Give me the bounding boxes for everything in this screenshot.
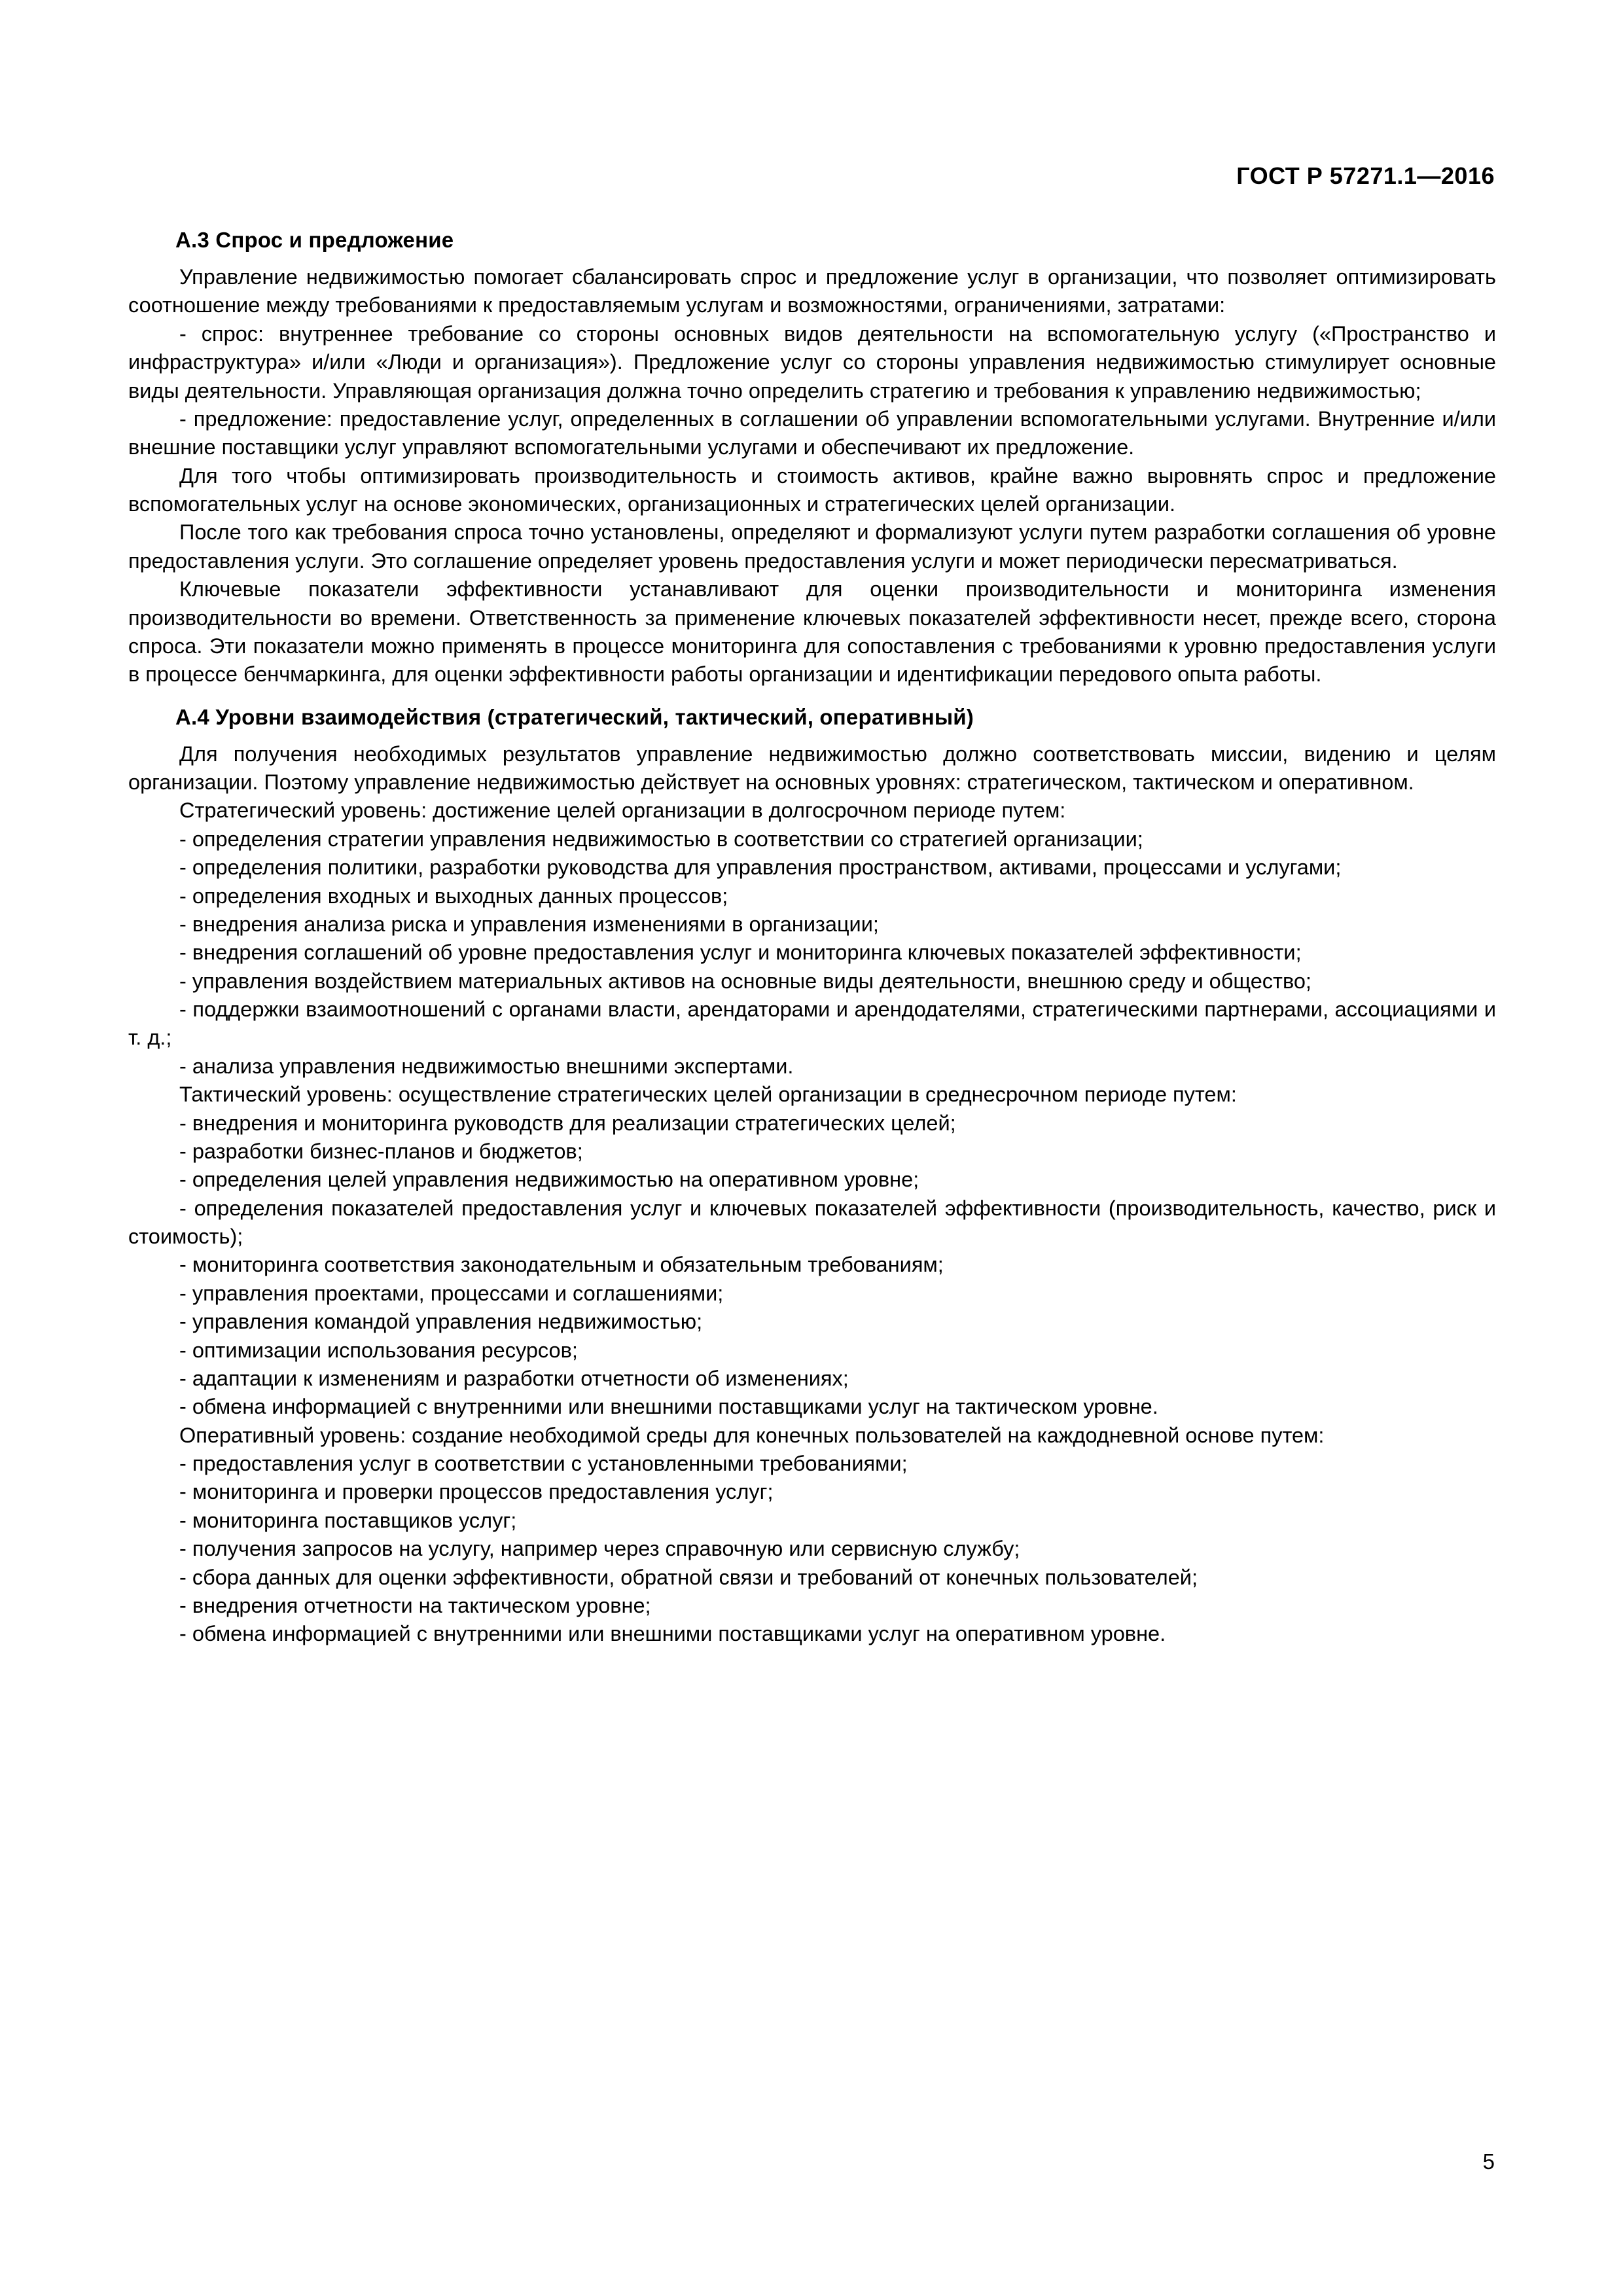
- list-item: - определения показателей предоставления услуг и ключевых показателей эффективности (производительность, качество, риск и стоимость);: [128, 1196, 1496, 1248]
- list-item: - мониторинга соответствия законодательным и обязательным требованиям;: [179, 1253, 944, 1277]
- list-item: - разработки бизнес-планов и бюджетов;: [179, 1139, 583, 1163]
- list-item: - анализа управления недвижимостью внешними экспертами.: [179, 1054, 794, 1078]
- list-item: - внедрения анализа риска и управления изменениями в организации;: [179, 912, 879, 936]
- list-item: - поддержки взаимоотношений с органами власти, арендаторами и арендодателями, стратегическими партнерами, ассоциациями и т. д.;: [128, 997, 1496, 1050]
- page-body: [128, 216, 1496, 1649]
- list-item: - управления воздействием материальных активов на основные виды деятельности, внешнюю среду и общество;: [179, 969, 1311, 993]
- list-item: - управления проектами, процессами и соглашениями;: [179, 1281, 724, 1305]
- list-item: - сбора данных для оценки эффективности, обратной связи и требований от конечных пользователей;: [179, 1565, 1198, 1589]
- list-item: - определения стратегии управления недвижимостью в соответствии со стратегией организации;: [179, 827, 1143, 851]
- paragraph: Стратегический уровень: достижение целей организации в долгосрочном периоде путем:: [179, 798, 1066, 823]
- list-item: - предложение: предоставление услуг, определенных в соглашении об управлении вспомогательными услугами. Внутренние и/или внешние поставщики услуг управляют вспомогательными услугами и обеспечивают их предложение.: [128, 406, 1496, 459]
- list-item: - обмена информацией с внутренними или внешними поставщиками услуг на тактическом уровне.: [179, 1395, 1158, 1419]
- list-item: - мониторинга и проверки процессов предоставления услуг;: [179, 1480, 774, 1504]
- list-item: - обмена информацией с внутренними или внешними поставщиками услуг на оперативном уровне.: [179, 1622, 1166, 1646]
- list-item: - внедрения и мониторинга руководств для реализации стратегических целей;: [179, 1111, 956, 1135]
- paragraph: Оперативный уровень: создание необходимой среды для конечных пользователей на каждодневной основе путем:: [179, 1423, 1325, 1447]
- list-item: - определения входных и выходных данных процессов;: [179, 884, 728, 908]
- list-item: - внедрения соглашений об уровне предоставления услуг и мониторинга ключевых показателей эффективности;: [179, 941, 1302, 965]
- paragraph: Тактический уровень: осуществление стратегических целей организации в среднесрочном периоде путем:: [179, 1083, 1237, 1107]
- paragraph: Ключевые показатели эффективности устанавливают для оценки производительности и мониторинга изменения производительности во времени. Ответственность за применение ключевых показателей эффективности несет, прежде всего, сторона спроса. Эти показатели можно применять в процессе мониторинга для сопоставления с требованиями к уровню предоставления услуги в процессе бенчмаркинга, для оценки эффективности работы организации и идентификации передового опыта работы.: [128, 577, 1496, 687]
- list-item: - получения запросов на услугу, например через справочную или сервисную службу;: [179, 1537, 1020, 1561]
- list-item: - управления командой управления недвижимостью;: [179, 1310, 703, 1334]
- list-item: - адаптации к изменениям и разработки отчетности об изменениях;: [179, 1366, 849, 1390]
- paragraph: Управление недвижимостью помогает сбалансировать спрос и предложение услуг в организации, что позволяет оптимизировать соотношение между требованиями к предоставляемым услугам и возможностями, ограничениями, затратами:: [128, 265, 1496, 317]
- paragraph: Для получения необходимых результатов управление недвижимостью должно соответствовать миссии, видению и целям организации. Поэтому управление недвижимостью действует на основных уровнях: стратегическом, тактическом и оперативном.: [128, 742, 1496, 794]
- paragraph: Для того чтобы оптимизировать производительность и стоимость активов, крайне важно выровнять спрос и предложение вспомогательных услуг на основе экономических, организационных и стратегических целей организации.: [128, 463, 1496, 516]
- page-header-standard-number: ГОСТ Р 57271.1—2016: [1236, 162, 1495, 189]
- page-number: 5: [1482, 2149, 1495, 2174]
- list-item: - спрос: внутреннее требование со стороны основных видов деятельности на вспомогательную услугу («Пространство и инфраструктура» и/или «Люди и организация»). Предложение услуг со стороны управления недвижимостью стимулирует основные виды деятельности. Управляющая организация должна точно определить стратегию и требования к управлению недвижимостью;: [128, 321, 1496, 403]
- list-item: - определения политики, разработки руководства для управления пространством, активами, процессами и услугами;: [179, 855, 1342, 880]
- paragraph: После того как требования спроса точно установлены, определяют и формализуют услуги путем разработки соглашения об уровне предоставления услуги. Это соглашение определяет уровень предоставления услуги и может периодически пересматриваться.: [128, 520, 1496, 573]
- list-item: - внедрения отчетности на тактическом уровне;: [179, 1593, 651, 1617]
- list-item: - оптимизации использования ресурсов;: [179, 1338, 578, 1362]
- list-item: - мониторинга поставщиков услуг;: [179, 1508, 517, 1532]
- list-item: - предоставления услуг в соответствии с установленными требованиями;: [179, 1452, 908, 1475]
- list-item: - определения целей управления недвижимостью на оперативном уровне;: [179, 1168, 919, 1192]
- section-heading-a3: А.3 Спрос и предложение: [175, 228, 454, 252]
- section-heading-a4: А.4 Уровни взаимодействия (стратегический, тактический, оперативный): [175, 704, 974, 729]
